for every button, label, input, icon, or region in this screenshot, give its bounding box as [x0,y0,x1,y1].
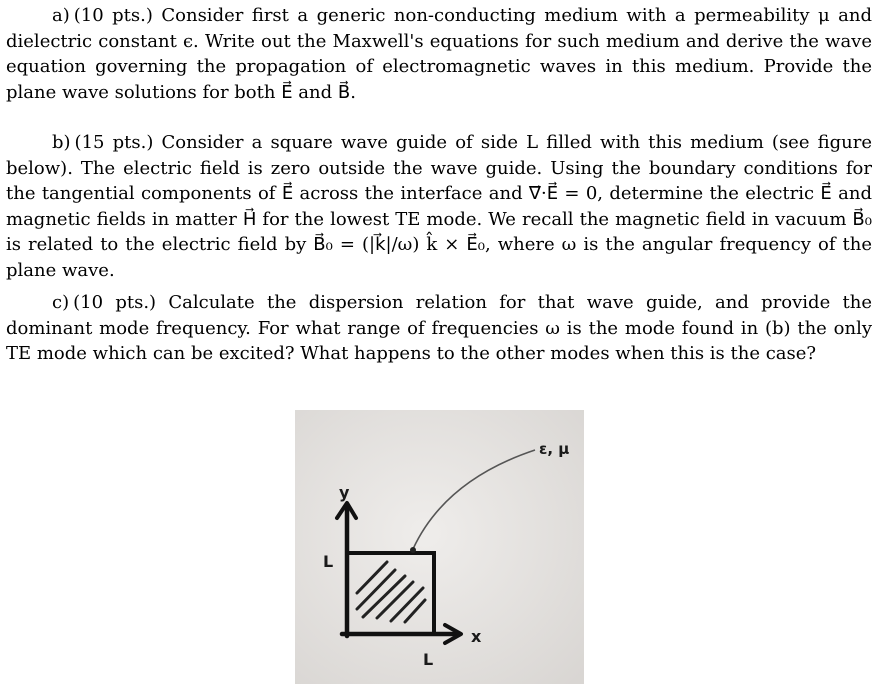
part-b-label: b) [52,132,71,153]
medium-pointer-dot [410,547,416,553]
part-c-text: (10 pts.) Calculate the dispersion relation for that wave guide, and provide the dominant mode frequency. For what range of frequencies ω is the mode found in (b) the only TE mode which can be excited? What happens to the other modes when this is the case? [6,292,872,364]
y-axis-label: y [339,483,350,502]
part-a-text: (10 pts.) Consider first a generic non-conducting medium with a permeability μ and dielectric constant ϵ. Write out the Maxwell's equations for such medium and derive the wave equation governing the propagation of electromagnetic waves in this medium. Provide the plane wave solutions for both E⃗ and B⃗. [6,5,872,103]
side-label-bottom: L [423,650,434,669]
part-a-paragraph [6,3,872,105]
medium-label: ε, μ [539,440,570,458]
waveguide-figure [295,410,584,684]
part-c-label: c) [52,292,70,313]
part-b-paragraph [6,130,872,283]
x-axis-label: x [471,627,482,646]
part-b-text: (15 pts.) Consider a square wave guide of side L filled with this medium (see figure below). The electric field is zero outside the wave guide. Using the boundary conditions for the tangential components of E⃗ across the interface and ∇⃗·E⃗ = 0, determine the electric E⃗ and magnetic fields in matter H⃗ for the lowest TE mode. We recall the magnetic field in vacuum B⃗₀ is related to the electric field by B⃗₀ = (|k⃗|/ω) k̂ × E⃗₀, where ω is the angular frequency of the plane wave. [6,132,872,281]
waveguide-sketch [295,410,584,684]
part-c-paragraph [6,290,872,367]
side-label-left: L [323,552,334,571]
part-a-label: a) [52,5,70,26]
